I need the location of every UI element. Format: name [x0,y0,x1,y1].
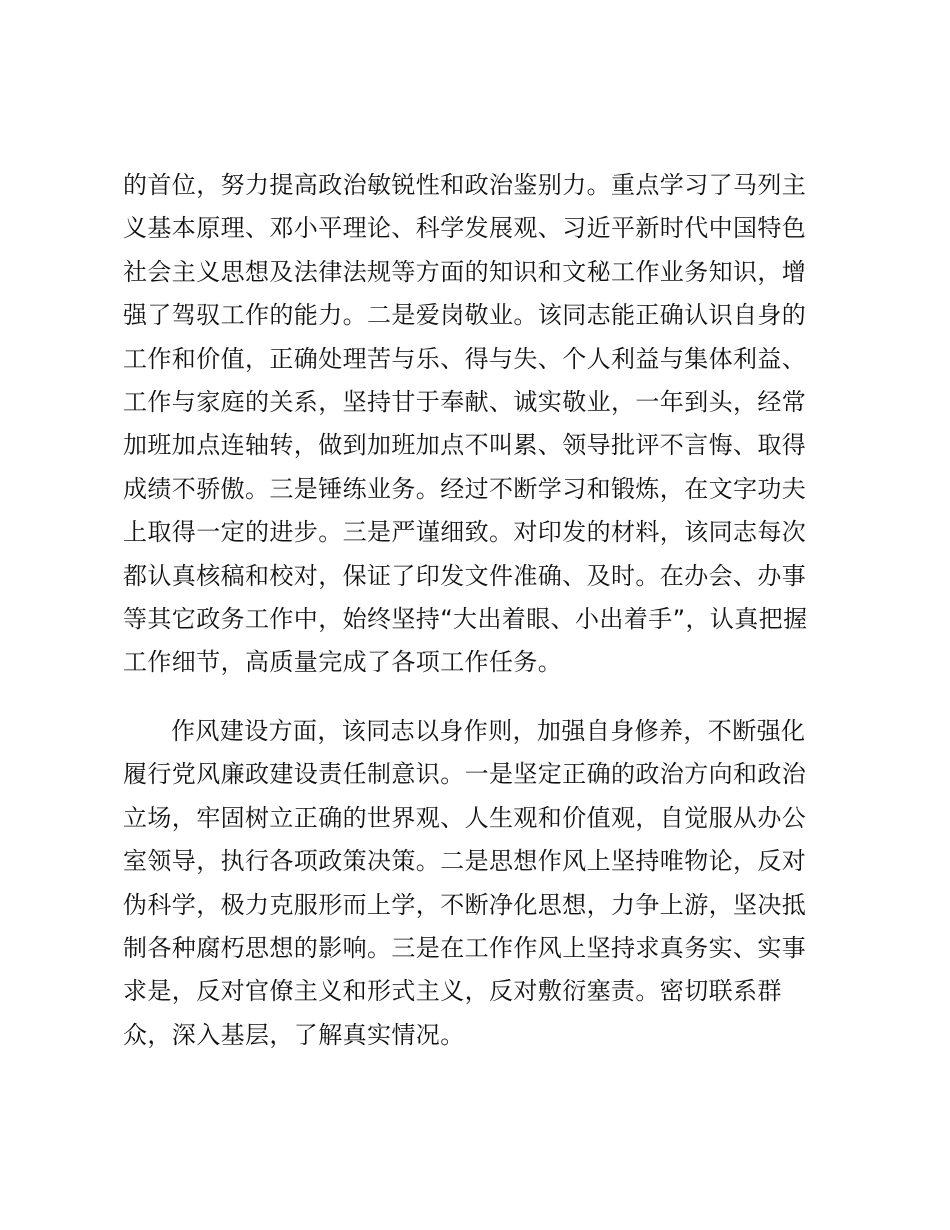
paragraph-line: 的首位，努力提高政治敏锐性和政治鉴别力。重点学习了马列主 [123,171,807,199]
paragraph-line: 室领导，执行各项政策决策。二是思想作风上坚持唯物论，反对 [123,847,807,876]
paragraph-line: 伪科学，极力克服形而上学，不断净化思想，力争上游，坚决抵 [123,890,807,919]
paragraph-line: 都认真核稿和校对，保证了印发文件准确、及时。在办会、办事 [123,561,807,590]
paragraph-line: 作风建设方面，该同志以身作则，加强自身修养，不断强化 [171,717,806,745]
paragraph-line: 强了驾驭工作的能力。二是爱岗敬业。该同志能正确认识自身的 [123,301,807,330]
paragraph-line: 众，深入基层，了解真实情况。 [123,1020,465,1049]
paragraph-line: 工作和价值，正确处理苦与乐、得与失、个人利益与集体利益、 [123,344,807,373]
paragraph-line: 等其它政务工作中，始终坚持“大出着眼、小出着手”，认真把握 [123,604,808,633]
paragraph-line: 成绩不骄傲。三是锤练业务。经过不断学习和锻炼，在文字功夫 [123,474,807,503]
paragraph-line: 履行党风廉政建设责任制意识。一是坚定正确的政治方向和政治 [123,760,807,789]
paragraph-line: 上取得一定的进步。三是严谨细致。对印发的材料，该同志每次 [123,518,807,547]
paragraph-line: 社会主义思想及法律法规等方面的知识和文秘工作业务知识，增 [123,257,807,286]
paragraph-line: 立场，牢固树立正确的世界观、人生观和价值观，自觉服从办公 [123,803,807,832]
paragraph-line: 工作细节，高质量完成了各项工作任务。 [123,648,563,677]
paragraph-line: 加班加点连轴转，做到加班加点不叫累、领导批评不言悔、取得 [123,431,807,460]
paragraph-line: 工作与家庭的关系，坚持甘于奉献、诚实敬业，一年到头，经常 [123,387,807,416]
paragraph-1 [123,164,843,685]
paragraph-line: 制各种腐朽思想的影响。三是在工作作风上坚持求真务实、实事 [123,933,807,962]
paragraph-2 [123,710,843,1057]
paragraph-line: 义基本原理、邓小平理论、科学发展观、习近平新时代中国特色 [123,214,807,243]
paragraph-line: 求是，反对官僚主义和形式主义，反对敷衍塞责。密切联系群 [123,977,782,1006]
